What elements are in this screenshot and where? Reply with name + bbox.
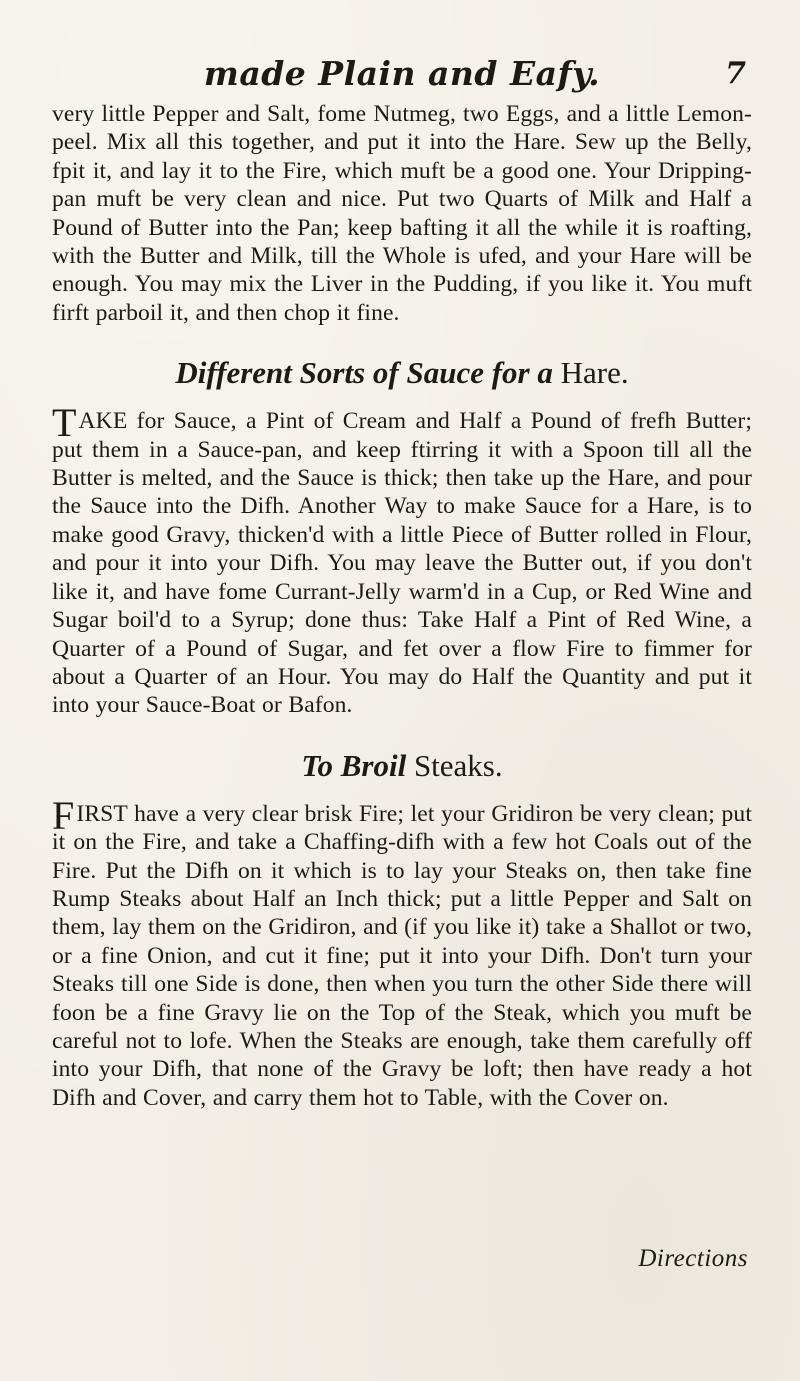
page-number: 7 xyxy=(725,56,746,91)
sauce-heading-roman: Hare. xyxy=(560,355,629,391)
running-title: made Plain and Eafy. xyxy=(203,54,601,93)
sauce-drop-cap: T xyxy=(52,400,77,446)
sauce-heading xyxy=(52,355,752,391)
catchword: Directions xyxy=(638,1245,748,1272)
steaks-heading-roman: Steaks. xyxy=(413,747,503,783)
steaks-text: IRST have a very clear brisk Fire; let your Gridiron be very clean; put it on the Fire, and take a Chaffing-difh with a few hot Coals out of the Fire. Put the Difh on it which is to lay your Steaks on, then take fine Rump Steaks about Half an Inch thick; put a little Pepper and Salt on them, lay them on the Gridiron, and (if you like it) take a Shallot or two, or a fine Onion, and cut it fine; put it into your Difh. Don't turn your Steaks till one Side is done, then when you turn the other Side there will foon be a fine Gravy lie on the Top of the Steak, which you muft be careful not to lofe. When the Steaks are enough, take them carefully off into your Difh, that none of the Gravy be loft; then have ready a hot Difh and Cover, and carry them hot to Table, with the Cover on. xyxy=(52,800,752,1111)
intro-paragraph: very little Pepper and Salt, fome Nutmeg, two Eggs, and a little Lemon-peel. Mix all this together, and put it into the Hare. Sew up the Belly, fpit it, and lay it to the Fire, which muft be a good one. Your Dripping-pan muft be very clean and nice. Put two Quarts of Milk and Half a Pound of Butter into the Pan; keep bafting it all the while it is roafting, with the Butter and Milk, till the Whole is ufed, and your Hare will be enough. You may mix the Liver in the Pudding, if you like it. You muft firft parboil it, and then chop it fine. xyxy=(52,101,752,326)
running-head xyxy=(52,52,752,98)
steaks-heading-italic: To Broil xyxy=(301,747,407,783)
sauce-text: AKE for Sauce, a Pint of Cream and Half a Pound of frefh Butter; put them in a Sauce-pan, and keep ftirring it with a Spoon till all the Butter is melted, and the Sauce is thick; then take up the Hare, and pour the Sauce into the Difh. Another Way to make Sauce for a Hare, is to make good Gravy, thicken'd with a little Piece of Butter rolled in Flour, and pour it into your Difh. You may leave the Butter out, if you don't like it, and have fome Currant-Jelly warm'd in a Cup, or Red Wine and Sugar boil'd to a Syrup; done thus: Take Half a Pint of Red Wine, a Quarter of a Pound of Sugar, and fet over a flow Fire to fimmer for about a Quarter of an Hour. You may do Half the Quantity and put it into your Sauce-Boat or Bafon. xyxy=(52,408,752,719)
steaks-paragraph xyxy=(52,792,752,1112)
steaks-heading xyxy=(52,748,752,784)
sauce-heading-italic: Different Sorts of Sauce for a xyxy=(175,355,553,391)
sauce-paragraph xyxy=(52,400,752,719)
steaks-drop-cap: F xyxy=(52,792,75,838)
